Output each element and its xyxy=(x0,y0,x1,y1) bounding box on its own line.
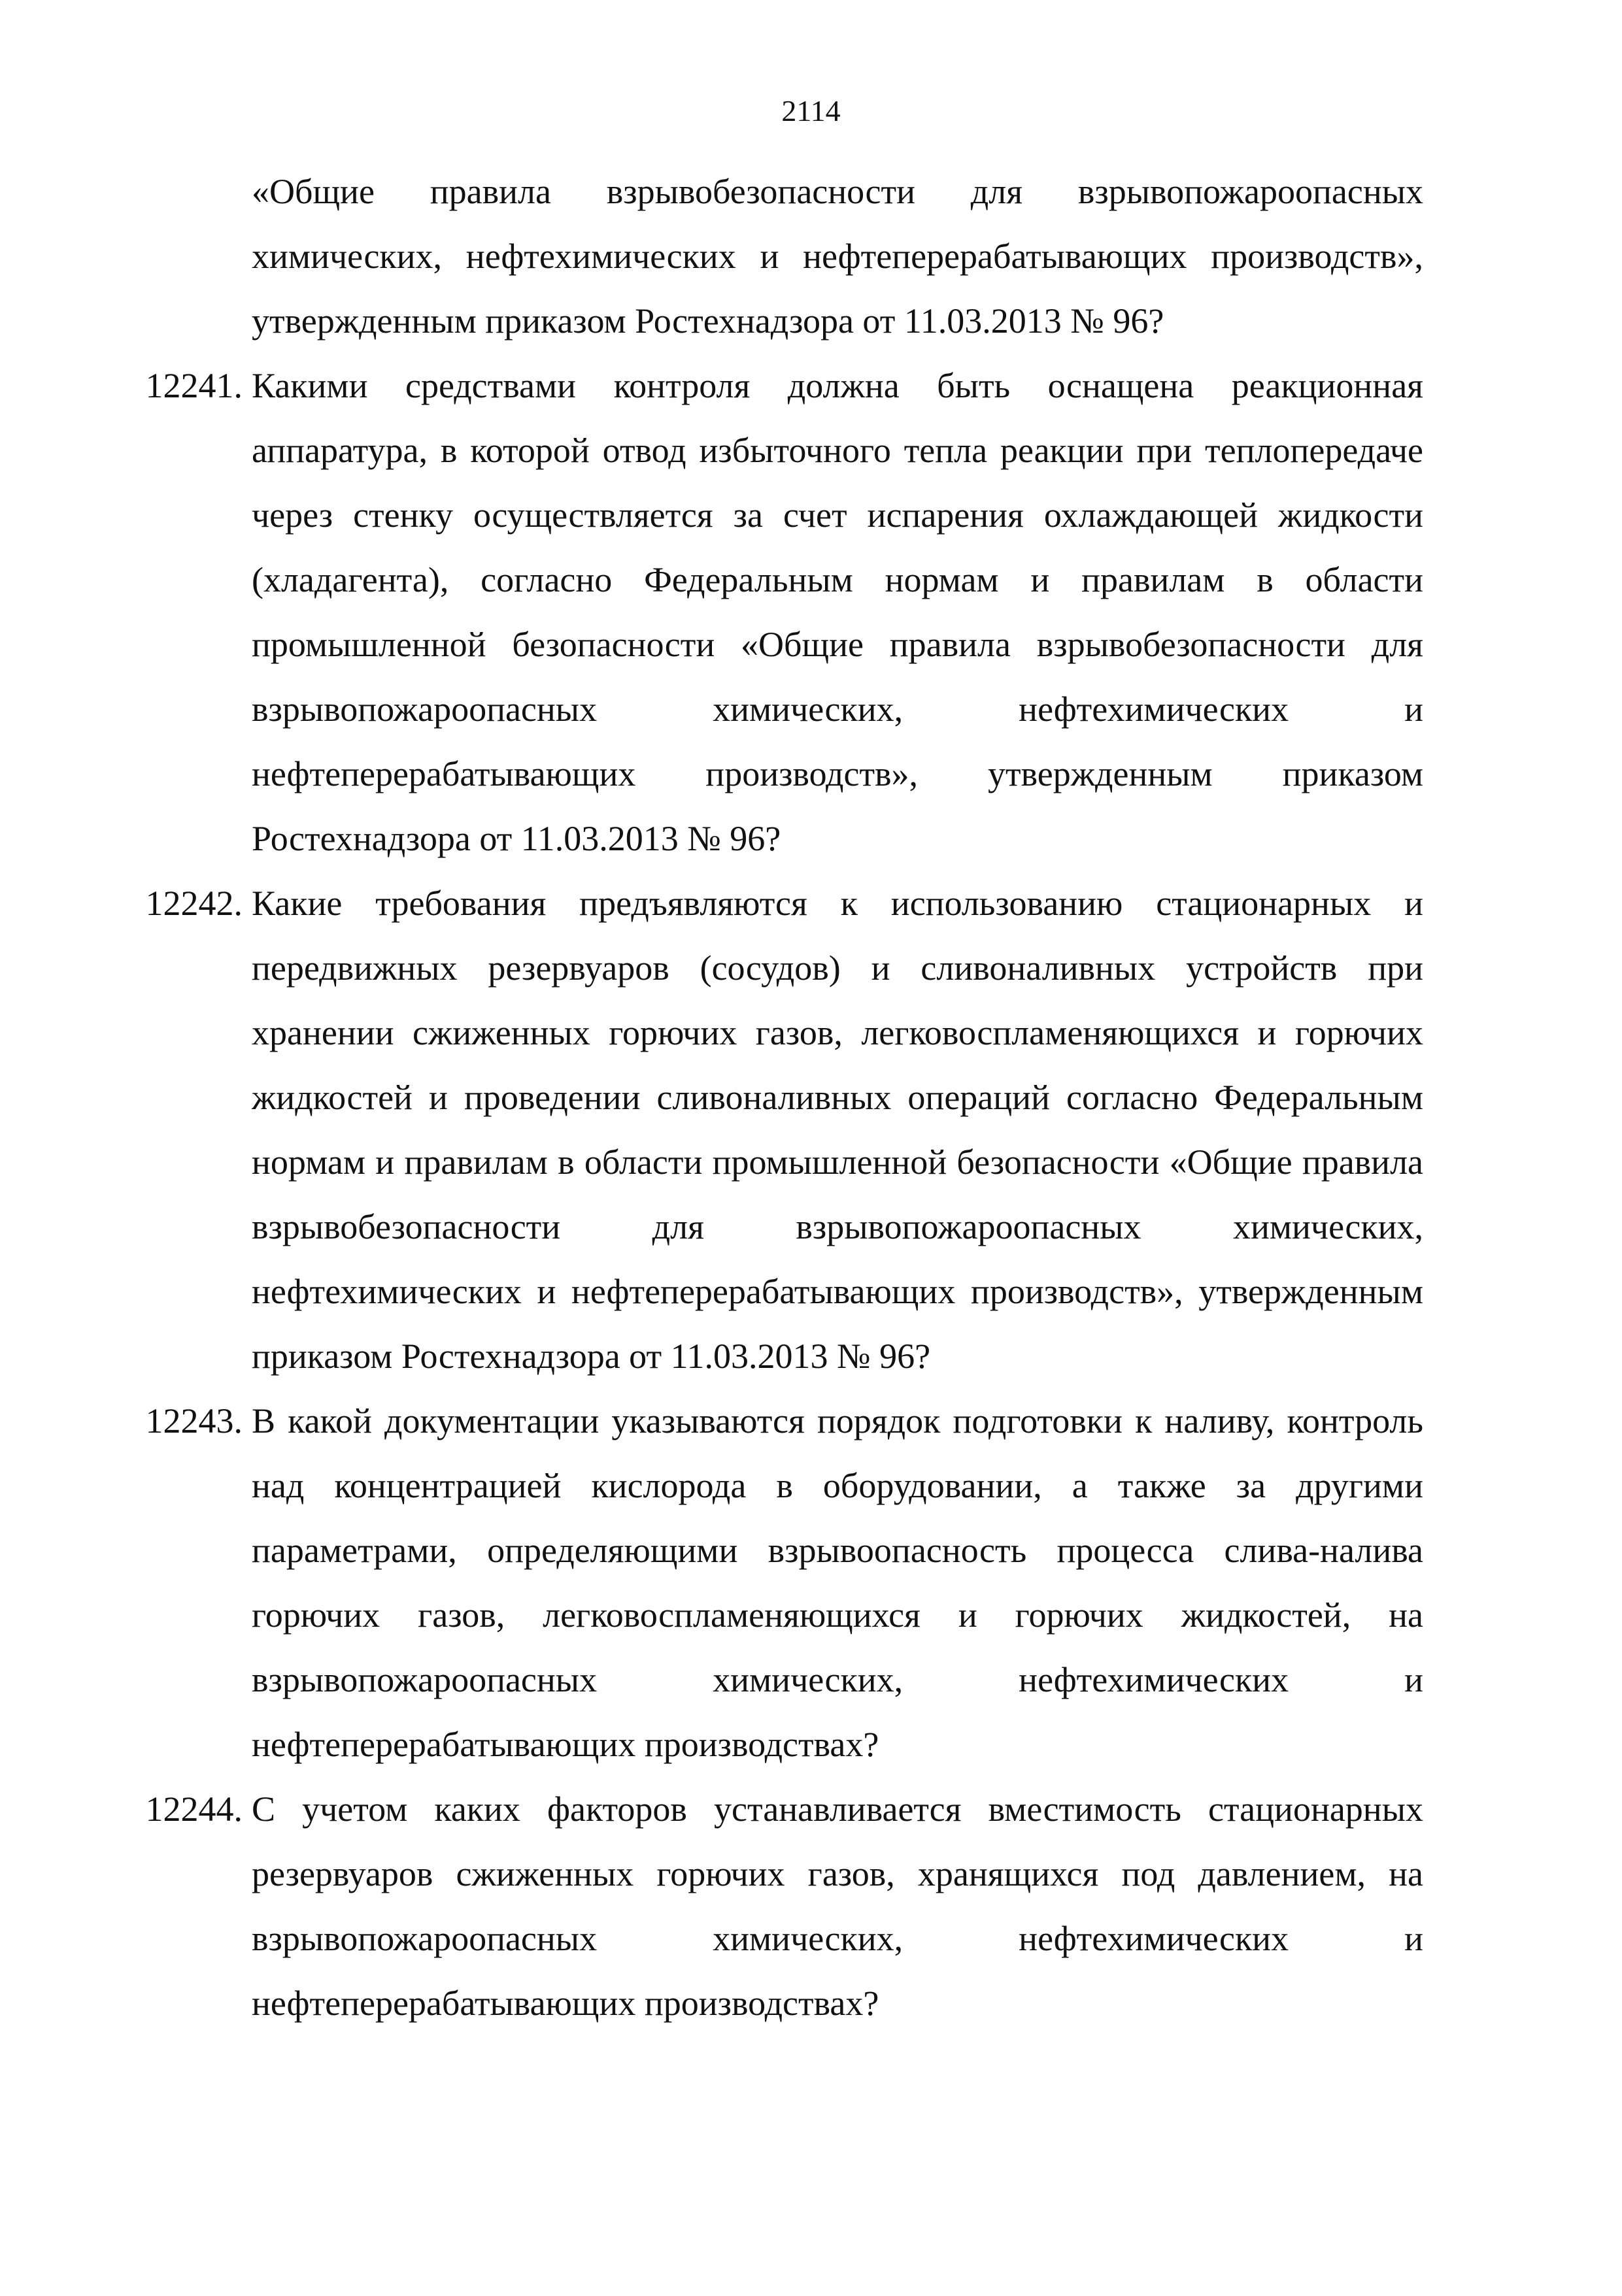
question-text: В какой документации указываются порядок подготовки к наливу, контроль над концентрацией кислорода в оборудовании, а также за другими параметрами, определяющими взрывоопасность процесса слива-налива горючих газов, легковоспламеняющихся и горючих жидкостей, на взрывопожароопасных химических, нефтехимических и нефтеперерабатывающих производствах? xyxy=(252,1401,1423,1764)
question-item xyxy=(145,354,1423,871)
intro-paragraph: «Общие правила взрывобезопасности для взрывопожароопасных химических, нефтехимических и нефтеперерабатывающих производств», утвержденным приказом Ростехнадзора от 11.03.2013 № 96? xyxy=(252,172,1423,341)
document-body xyxy=(145,159,1423,2036)
question-number: 12241. xyxy=(145,366,243,405)
question-text: С учетом каких факторов устанавливается вместимость стационарных резервуаров сжиженных горючих газов, хранящихся под давлением, на взрывопожароопасных химических, нефтехимических и нефтеперерабатывающих производствах? xyxy=(252,1789,1423,2023)
question-item xyxy=(145,871,1423,1389)
question-text: Какими средствами контроля должна быть оснащена реакционная аппаратура, в которой отвод избыточного тепла реакции при теплопередаче через стенку осуществляется за счет испарения охлаждающей жидкости (хладагента), согласно Федеральным нормам и правилам в области промышленной безопасности «Общие правила взрывобезопасности для взрывопожароопасных химических, нефтехимических и нефтеперерабатывающих производств», утвержденным приказом Ростехнадзора от 11.03.2013 № 96? xyxy=(252,366,1423,858)
question-number: 12242. xyxy=(145,884,243,923)
question-item xyxy=(145,1389,1423,1777)
question-text: Какие требования предъявляются к использованию стационарных и передвижных резервуаров (сосудов) и сливоналивных устройств при хранении сжиженных горючих газов, легковоспламеняющихся и горючих жидкостей и проведении сливоналивных операций согласно Федеральным нормам и правилам в области промышленной безопасности «Общие правила взрывобезопасности для взрывопожароопасных химических, нефтехимических и нефтеперерабатывающих производств», утвержденным приказом Ростехнадзора от 11.03.2013 № 96? xyxy=(252,884,1423,1376)
question-number: 12243. xyxy=(145,1401,243,1440)
question-number: 12244. xyxy=(145,1789,243,1829)
page-number: 2114 xyxy=(781,94,841,127)
question-item xyxy=(145,1777,1423,2036)
